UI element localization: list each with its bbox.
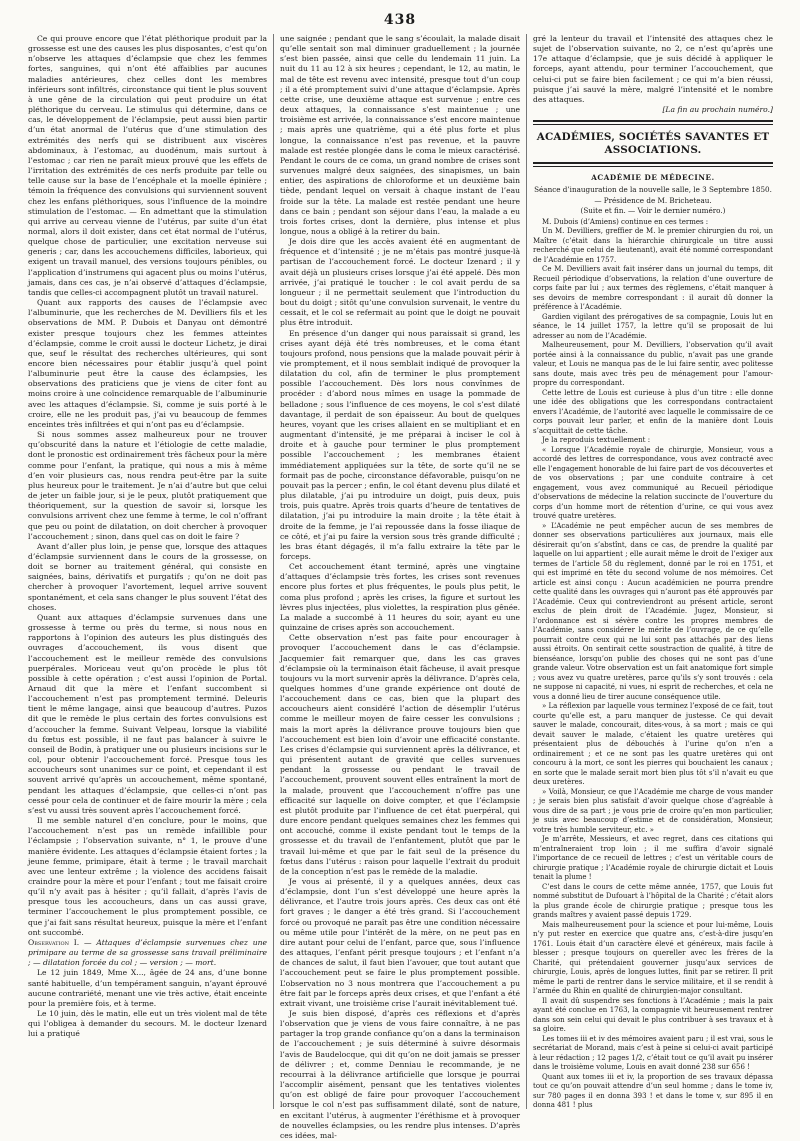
paragraph: Je vous ai présenté, il y a quelques années, deux cas d’éclampsie, dont l’un s’est développé une heure après la délivrance, et l’autre trois jours après. Ces deux cas ont été fort graves ; le danger a été très grand. Si l’accouchement forcé ou provoqué ne paraît pas être une condition nécessaire ou même utile pour l’intérêt de la mère, on ne peut pas en dire autant pour celui de l’enfant, parce que, sous l’influence des attaques, l’enfant périt presque toujours ; et l’enfant n’a de chances de salut, il faut bien l’avouer, que tout autant que l’accouchement peut se faire le plus promptement possible. L’observation no 3 nous montrera que l’accouchement a pu être fait par le forceps après deux crises, et que l’enfant a été extrait vivant, une troisième crise l’aurait inévitablement tué.: [280, 876, 520, 1008]
paragraph: « Lorsque l’Académie royale de chirurgie, Monsieur, vous a accordé des lettres de correspondance, vous avez contracté avec elle l’engagement honorable de lui faire part de vos découvertes et de vos observations ; par une conduite contraire à cet engagement, vous avez communiqué au Recueil périodique d’observations de médecine la relation succincte de l’ouverture du corps d’un homme mort de rétention d’urine, ce qui vous avez trouvé quatre uretères.: [533, 445, 773, 521]
paragraph: Il me semble naturel d’en conclure, pour le moins, que l’accouchement n’est pas un remède infaillible pour l’éclampsie ; l’observation suivante, n° 1, le prouve d’une manière évidente. Les attaques d’éclampsie étaient fortes ; la jeune femme, primipare, était à terme ; le travail marchait avec une lenteur extrême ; la violence des accidens faisait craindre pour la mère et pour l’enfant ; tout me faisait croire qu’il n’y avait pas à hésiter ; qu’il fallait, d’après l’avis de presque tous les accoucheurs, dans un cas aussi grave, terminer l’accouchement le plus promptement possible, ce que j’ai fait sans résultat heureux, puisque la mère et l’enfant ont succombé.: [28, 816, 267, 937]
paragraph: Si nous sommes assez malheureux pour ne trouver qu’obscurité dans la nature et l’étiologie de cette maladie, dont le pronostic est ordinairement très fâcheux pour la mère comme pour l’enfant, la pratique, qui nous a mis à même d’en voir plusieurs cas, nous rendra peut-être par la suite plus heureux pour le traitement. Je n’ai d’autre but que celui de jeter un faible jour, si je le peux, plutôt pratiquement que théoriquement, sur la question de savoir si, lorsque les convulsions arrivent chez une femme à terme, le col n’offrant que peu ou point de dilatation, on doit chercher à provoquer l’accouchement ; sinon, dans quel cas on doit le faire ?: [28, 430, 267, 541]
paragraph: Avant d’aller plus loin, je pense que, lorsque des attaques d’éclampsie surviennent dans le cours de la grossesse, on doit se borner au traitement général, qui consiste en saignées, bains, dérivatifs et purgatifs ; qu’on ne doit pas chercher à provoquer l’avortement, lequel arrive souvent spontanément, et cela sans changer le plus souvent l’état des choses.: [28, 541, 267, 612]
paragraph: Gardien vigilant des prérogatives de sa compagnie, Louis lut en séance, le 14 juillet 1757, la lettre qu’il se proposait de lui adresser au nom de l’Académie.: [533, 312, 773, 340]
paragraph: gré la lenteur du travail et l’intensité des attaques chez le sujet de l’observation suivante, no 2, ce n’est qu’après une 17e attaque d’éclampsie, que je suis décidé à appliquer le forceps, ayant attendu, pour terminer l’accouchement, que celui-ci put se faire bien facilement ; ce qui m’a bien réussi, puisque j’ai sauvé la mère, malgré l’intensité et le nombre des attaques.: [533, 34, 773, 104]
observation-label: Observation I.: [28, 937, 80, 947]
paragraph: En présence d’un danger qui nous paraissait si grand, les crises ayant déjà été très nombreuses, et le coma étant toujours profond, nous pensions que la malade pouvait périr à vie promptement, et il nous semblait indiqué de provoquer la dilatation du col, afin de terminer le plus promptement possible l’accouchement. Dès lors nous convînmes de procéder : d’abord nous mîmes en usage la pommade de belladone ; sous l’influence de ces moyens, le col s’est dilaté davantage, il perdait de son épaisseur. Au bout de quelques heures, voyant que les crises allaient en se multipliant et en augmentant d’intensité, je me préparai à inciser le col à droite et à gauche pour terminer le plus promptement possible l’accouchement ; les membranes étaient immédiatement appliquées sur la tête, de sorte qu’il ne se formait pas de poche, circonstance défavorable, puisqu’on ne pouvait pas la percer ; enfin, le col étant devenu plus dilaté et plus dilatable, j’ai pu introduire un doigt, puis deux, puis trois, puis quatre. Après trois quarts d’heure de tentatives de dilatation, j’ai pu introduire la main droite ; la tête était à droite de la femme, je l’ai repoussée dans la fosse iliaque de ce côté, et j’ai pu faire la version sous très grande difficulté ; les bras étant dégagés, il m’a fallu extraire la tête par le forceps.: [280, 328, 520, 561]
paragraph: Cette lettre de Louis est curieuse à plus d’un titre : elle donne une idée des obligations que les correspondans contractaient envers l’Académie, de l’autorité avec laquelle le commissaire de ce corps pouvait leur parler, et enfin de la manière dont Louis s’acquittait de cette tâche.: [533, 388, 773, 435]
paragraph: Ce M. Devilliers avait fait insérer dans un journal du temps, dit Recueil périodique d’observations, la relation d’une ouverture de corps faite par lui ; aux termes des règlemens, c’était manquer à ses devoirs de membre correspondant : il aurait dû donner la préférence à l’Académie.: [533, 265, 773, 312]
paragraph: Les tomes iii et iv des mémoires avaient paru ; il est vrai, sous le secrétariat de Morand, mais c’est à peine si celui-ci avait participé à leur rédaction ; 12 pages 1/2, c’était tout ce qu’il avait pu insérer dans le troisième volume, Louis en avait donné 238 sur 656 !: [533, 1034, 773, 1072]
paragraph: » L’Académie ne peut empêcher aucun de ses membres de donner ses observations particulières aux journaux, mais elle désirerait qu’on s’abstînt, dans ce cas, de prendre la qualité par laquelle on lui appartient ; elle aurait même le droit de l’exiger aux termes de l’article 58 du règlement, donné par le roi en 1751, et qui est imprimé en tête du second volume de nos mémoires. Cet article est ainsi conçu : Aucun académicien ne pourra prendre cette qualité dans les ouvrages qui n’auront pas été approuvés par l’Académie. Ceux qui contreviendront au présent article, seront exclus de plein droit de l’Académie. Jugez, Monsieur, si l’ordonnance est si sévère contre les propres membres de l’Académie, sans considérer le mérite de l’ouvrage, de ce qu’elle pourrait contre ceux qui ne lui sont pas attachés par des liens aussi étroits. On sentirait cette soustraction de qualité, à titre de bienséance, lorsqu’on publie des choses qui ne sont pas d’une grande valeur. Votre observation est un fait anatomique fort simple ; vous avez vu quatre uretères, parce qu’ils s’y sont trouvés : cela ne suppose ni capacité, ni vues, ni esprit de recherches, et cela ne vous a donné lieu de tirer aucune conséquence utile.: [533, 521, 773, 701]
column-left: [28, 34, 267, 1109]
column-middle: [280, 34, 520, 1140]
paragraph: M. Dubois (d’Amiens) continue en ces termes :: [542, 217, 709, 226]
paragraph: Un M. Devilliers, greffier de M. le premier chirurgien du roi, un Maître (c’était dans la hiérarchie chirurgicale un titre aussi recherché que celui de lieutenant), avait été nommé correspondant de l’Académie en 1757.: [533, 227, 773, 264]
section-subtitle: ACADÉMIE DE MÉDECINE.: [591, 173, 715, 183]
column-right: [533, 34, 773, 1109]
suite-note: (Suite et fin. — Voir le dernier numéro.): [580, 205, 726, 215]
paragraph: Ce qui prouve encore que l’état pléthorique produit par la grossesse est une des causes les plus disposantes, c’est qu’on n’observe les attaques d’éclampsie que chez les femmes fortes, sanguines, qui n’ont été affaiblies par aucunes maladies antérieures, chez celles dont les membres inférieurs sont infiltrés, circonstance qui tient le plus souvent à une gêne de la circulation qui peut produire un état pléthorique du cerveau. Le stimulus qui détermine, dans ce cas, le développement de l’éclampsie, peut aussi bien partir d’un état anormal de l’utérus que d’une stimulation des extrémités des nerfs qui se distribuent aux viscères abdominaux, à l’estomac, au duodénum, mais surtout à l’estomac ; car rien ne paraît mieux prouvé que les effets de l’irritation des extrémités de ces nerfs produite par telle ou telle cause sur la base de l’encéphale et la moelle épinière ; témoin la fréquence des convulsions qui surviennent souvent chez les enfans pléthoriques, sous l’influence de la moindre stimulation de l’estomac. — En admettant que la stimulation qui arrive au cerveau vienne de l’utérus, par suite d’un état normal, alors il doit exister, dans cet état normal de l’utérus, quelque chose de particulier, une excitation nerveuse sui generis ; car, dans les accouchemens difficiles, laborieux, qui exigent un travail manuel, des versions toujours pénibles, ou l’application d’instrumens qui agacent plus ou moins l’utérus, jamais, dans ces cas, je n’ai observé d’attaques d’éclampsie, tandis que celles-ci accompagnent plutôt un travail naturel.: [28, 34, 267, 297]
paragraph: Quant aux attaques d’éclampsie survenues dans une grossesse à terme ou près du terme, si nous nous en rapportons à l’opinion des auteurs les plus distingués des ouvrages d’accouchement, ils vous disent que l’accouchement est le meilleur remède des convulsions puerpérales. Moriceau veut qu’on procède le plus tôt possible à cette opération ; c’est aussi l’opinion de Portal. Arnaud dit que la mère et l’enfant succombent si l’accouchement n’est pas promptement terminé. Deleuris tient le même langage, ainsi que beaucoup d’autres. Puzos dit que le remède le plus certain des fortes convulsions est d’accoucher la femme. Suivant Velpeau, lorsque la viabilité du fœtus est possible, il ne faut pas balancer à suivre le conseil de Bodin, à pratiquer une ou plusieurs incisions sur le col, pour obtenir l’accouchement forcé. Presque tous les accoucheurs sont unanimes sur ce point, et cependant il est souvent arrivé qu’après un accouchement, même spontané, pendant les attaques d’éclampsie, que celles-ci n’ont pas cessé pour cela de continuer et de faire mourir la mère ; cela s’est vu aussi très souvent après l’accouchement forcé.: [28, 612, 267, 815]
paragraph: Le 12 juin 1849, Mme X..., âgée de 24 ans, d’une bonne santé habituelle, d’un tempérament sanguin, n’ayant éprouvé aucune contrariété, menant une vie très active, était enceinte pour la première fois, et à terme.: [28, 968, 267, 1008]
paragraph: Cette observation n’est pas faite pour encourager à provoquer l’accouchement dans le cas d’éclampsie. Jacquemier fait remarquer que, dans les cas graves d’éclampsie où la terminaison était fâcheuse, il avait presque toujours vu la mort survenir après la délivrance. D’après cela, quelques hommes d’une grande expérience ont douté de l’accouchement dans ce cas, bien que la plupart des accoucheurs aient considéré l’action de désemplir l’utérus comme le meilleur moyen de faire cesser les convulsions ; mais la mort après la délivrance prouve toujours bien que l’accouchement est bien loin d’avoir une efficacité constante. Les crises d’éclampsie qui surviennent après la délivrance, et qui présentent autant de gravité que celles survenues pendant la grossesse ou pendant le travail de l’accouchement, prouvent souvent elles entraînent la mort de la malade, prouvent que l’accouchement n’offre pas une efficacité sur laquelle on doive compter, et que l’éclampsie est plutôt produite par l’influence de cet état puerpéral, qui dure encore pendant quelques semaines chez les femmes qui ont accouché, comme il existe pendant tout le temps de la grossesse et du travail de l’enfantement, plutôt que par le travail lui-même et que par le fait seul de la présence du fœtus dans l’utérus : raison pour laquelle l’extrait du produit de la conception n’est pas le remède de la maladie.: [280, 633, 520, 876]
paragraph: Quant aux tomes iii et iv, la proportion de ses travaux dépassa tout ce qu’on pouvait attendre d’un seul homme ; dans le tome iv, sur 780 pages il en donna 393 ! et dans le tome v, sur 895 il en donna 481 ! plus: [533, 1072, 773, 1110]
paragraph: Le 10 juin, dès le matin, elle eut un très violent mal de tête qui l’obligea à demander du secours. M. le docteur Izenard lui a pratiqué: [28, 1009, 267, 1039]
paragraph: Cet accouchement étant terminé, après une vingtaine d’attaques d’éclampsie très fortes, les crises sont revenues encore plus fortes et plus fréquentes, le pouls plus petit, le coma plus profond ; après les crises, la figure et surtout les lèvres plus injectées, plus violettes, la respiration plus gênée. La malade a succombé à 11 heures du soir, ayant eu une quinzaine de crises après son accouchement.: [280, 562, 520, 633]
continued-note: [La fin au prochain numéro.]: [662, 105, 773, 115]
academy-report: [533, 218, 773, 1111]
paragraph: Je dois dire que les accès avaient été en augmentant de fréquence et d’intensité ; je ne m’étais pas montré jusque-là partisan de l’accouchement forcé. Le docteur Izenard ; il y avait déjà un plusieurs crises lorsque j’ai été appelé. Dès mon arrivée, j’ai pratiqué le toucher : le col avait perdu de sa longueur ; il ne permettait seulement que l’introduction du bout du doigt ; sitôt qu’une convulsion survenait, le ventre du cessait, et le col se refermait au point que le doigt ne pouvait plus être introduit.: [280, 237, 520, 328]
paragraph: » Voilà, Monsieur, ce que l’Académie me charge de vous mander ; je serais bien plus satisfait d’avoir quelque chose d’agréable à vous dire de sa part ; je vous prie de croire qu’en mon particulier, je suis avec beaucoup d’estime et de considération, Monsieur, votre très humble serviteur, etc. »: [533, 787, 773, 834]
paragraph: Il avait dû suspendre ses fonctions à l’Académie ; mais la paix ayant été conclue en 1763, la compagnie vit heureusement rentrer dans son sein celui qui devait le plus contribuer à ses travaux et à sa gloire.: [533, 996, 773, 1034]
section-divider: [533, 162, 773, 167]
observation-heading: [28, 938, 267, 968]
paragraph: » La réflexion par laquelle vous terminez l’exposé de ce fait, tout courte qu’elle est, a paru manquer de justesse. Ce qui devait sauver le malade, concourait, dites-vous, à sa mort ; mais ce qui devait sauver le malade, c’étaient les quatre uretères qui présentaient plus de débouchés à l’urine qu’on n’en a ordinairement ; et ce ne sont pas les quatre uretères qui ont concouru à la mort, ce sont les pierres qui bouchaient les canaux ; en sorte que le malade serait mort bien plus tôt s’il n’avait eu que deux uretères.: [533, 702, 773, 787]
paragraph: Je la reproduis textuellement :: [542, 436, 651, 445]
section-title: ACADÉMIES, SOCIÉTÉS SAVANTES ET ASSOCIATIONS.: [536, 131, 770, 157]
paragraph: Je suis bien disposé, d’après ces réflexions et d’après l’observation que je viens de vous faire connaître, à ne pas partager la trop grande confiance qu’on a dans la terminaison de l’accouchement ; je suis déterminé à suivre désormais l’avis de Baudelocque, qui dit qu’on ne doit jamais se presser de délivrer ; et, comme Denniau le recommande, je ne recourrai à la délivrance artificielle que lorsque je pourrai l’accomplir aisément, pensant que les tentatives violentes qu’on est obligé de faire pour provoquer l’accouchement lorsque le col n’est pas suffisamment dilaté, sont de nature, en excitant l’utérus, à augmenter l’éréthisme et à provoquer de nouvelles éclampsies, ou les rendre plus intenses. D’après ces idées, mal-: [280, 1009, 520, 1140]
paragraph: Quant aux rapports des causes de l’éclampsie avec l’albuminurie, que les recherches de M. Devilliers fils et les observations de MM. P. Dubois et Danyau ont démontré exister presque toujours chez les femmes atteintes d’éclampsie, comme le croit aussi le docteur Lichetz, je dirai que, seuf le résultat des recherches ultérieures, qui sont encore bien nécessaires pour établir jusqu’à quel point l’albuminurie peut être la cause des éclampsies, les observations des praticiens que je viens de citer font au moins croire à une coïncidence remarquable de l’albuminurie avec les attaques d’éclampsie. Si, comme je suis porté à le croire, elle ne les produit pas, j’ai vu beaucoup de femmes enceintes très infiltrées et qui n’ont pas eu d’éclampsie.: [28, 298, 267, 429]
observation-title: — Attaques d’éclampsie survenues chez une primipare au terme de sa grossesse sans travail préliminaire ; — dilatation forcée du col ; — version ; — mort.: [28, 937, 267, 968]
paragraph: C’est dans le cours de cette même année, 1757, que Louis fut nommé substitut de Dufouart à l’hôpital de la Charité ; c’était alors la plus grande école de chirurgie pratique ; presque tous les grands maîtres y avaient passé depuis 1729.: [533, 882, 773, 920]
paragraph: une saignée ; pendant que le sang s’écoulait, la malade disait qu’elle sentait son mal diminuer graduellement ; la journée s’est bien passée, ainsi que celle du lendemain 11 juin. La nuit du 11 au 12 à six heures ; cependant, le 12, au matin, le mal de tête est revenu avec intensité, presque tout d’un coup ; il a été promptement suivi d’une attaque d’éclampsie. Après cette crise, une deuxième attaque est survenue ; entre ces deux attaques, la connaissance s’est maintenue ; une troisième est arrivée, la connaissance s’est encore maintenue ; mais après une quatrième, qui a été plus forte et plus longue, la connaissance n’est pas revenue, et la pauvre malade est restée plongée dans le coma le mieux caractérisé. Pendant le cours de ce coma, un grand nombre de crises sont survenues malgré deux saignées, des sinapismes, un bain entier, des aspirations de chloroforme et un deuxième bain tiède, pendant lequel on versait à chaque instant de l’eau froide sur la tête. La malade est restée pendant une heure dans ce bain ; pendant son séjour dans l’eau, la malade a eu trois fortes crises, dont la dernière, plus intense et plus longue, nous a obligé à la retirer du bain.: [280, 34, 520, 236]
section-divider: [533, 120, 773, 125]
paragraph: Malheureusement, pour M. Devilliers, l’observation qu’il avait portée ainsi à la connaissance du public, n’avait pas une grande valeur, et Louis ne manqua pas de le lui faire sentir, avec politesse sans doute, mais avec très peu de ménagement pour l’amour-propre du correspondant.: [533, 341, 773, 388]
column-rule-left: [273, 34, 274, 1109]
paragraph: Je m’arrête, Messieurs, et avec regret, dans ces citations qui m’entraîneraient trop loin ; il me suffira d’avoir signalé l’importance de ce recueil de lettres ; c’est un véritable cours de chirurgie pratique ; l’Académie royale de chirurgie dictait et Louis tenait la plume !: [533, 835, 773, 882]
column-rule-right: [526, 34, 527, 1109]
page-number: 438: [383, 12, 417, 28]
seance-line: Séance d’inauguration de la nouvelle salle, le 3 Septembre 1850. — Présidence de M. Bricheteau.: [534, 185, 772, 205]
paragraph: Mais malheureusement pour la science et pour lui-même, Louis n’y put rester en exercice que quatre ans, c’est-à-dire jusqu’en 1761. Louis était d’un caractère élevé et généreux, mais facile à blesser ; presque toujours on quereller avec les frères de la Charité, qui prétendaient gouverner jusqu’aux services de chirurgie, Louis, après de longues luttes, finit par se retirer. Il prit même le parti de rentrer dans le service militaire, et il se rendit à l’armée du Rhin en qualité de chirurgien-major consultant.: [533, 920, 773, 996]
